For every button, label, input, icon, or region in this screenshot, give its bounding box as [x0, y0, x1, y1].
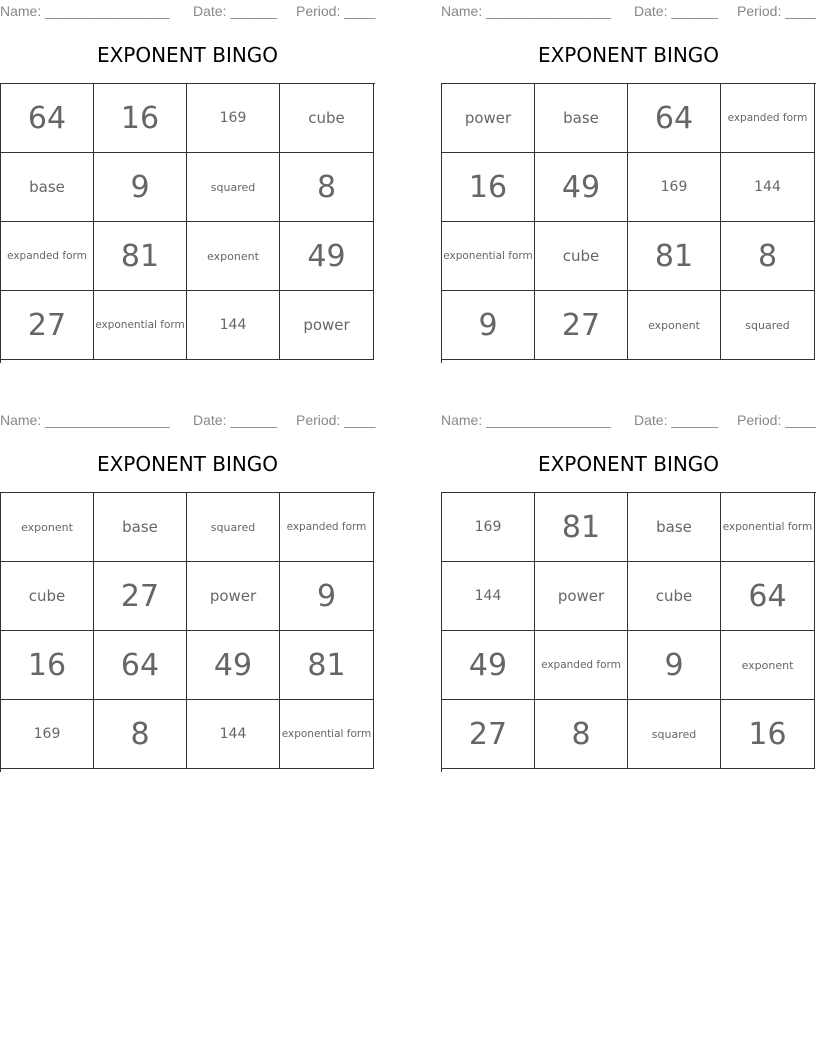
bingo-card-3 — [0, 409, 375, 774]
period-field-label: Period: ____ — [296, 3, 376, 19]
bingo-cell: 169 — [628, 153, 721, 222]
bingo-grid — [441, 83, 816, 363]
student-info-header — [0, 3, 375, 19]
bingo-cell: 16 — [442, 153, 535, 222]
bingo-cell: squared — [721, 291, 815, 360]
bingo-cell: 9 — [442, 291, 535, 360]
bingo-cell: squared — [628, 700, 721, 769]
bingo-cell: power — [442, 84, 535, 153]
bingo-cell: 64 — [94, 631, 187, 700]
card-title: EXPONENT BINGO — [537, 452, 720, 476]
bingo-cell: cube — [280, 84, 374, 153]
bingo-cell: cube — [628, 562, 721, 631]
bingo-cell: 81 — [535, 493, 628, 562]
bingo-cell: 144 — [187, 700, 280, 769]
bingo-cell: 144 — [721, 153, 815, 222]
name-field-label: Name: ________________ — [441, 3, 611, 19]
bingo-grid — [441, 492, 816, 772]
bingo-cell: 8 — [535, 700, 628, 769]
student-info-header — [441, 3, 816, 19]
bingo-grid — [0, 492, 375, 772]
bingo-cell: squared — [187, 153, 280, 222]
bingo-card-2 — [441, 0, 816, 365]
bingo-cell: 8 — [94, 700, 187, 769]
bingo-cell: 169 — [1, 700, 94, 769]
bingo-cell: 64 — [628, 84, 721, 153]
bingo-cell: squared — [187, 493, 280, 562]
bingo-cell: exponent — [1, 493, 94, 562]
bingo-cell: 49 — [442, 631, 535, 700]
card-title: EXPONENT BINGO — [537, 43, 720, 67]
bingo-cell: 49 — [187, 631, 280, 700]
bingo-cell: cube — [1, 562, 94, 631]
bingo-cell: 49 — [280, 222, 374, 291]
student-info-header — [0, 412, 375, 428]
bingo-cell: power — [280, 291, 374, 360]
bingo-cell: expanded form — [721, 84, 815, 153]
bingo-cell: 9 — [94, 153, 187, 222]
bingo-cell: exponent — [628, 291, 721, 360]
bingo-cell: 169 — [442, 493, 535, 562]
bingo-cell: 16 — [721, 700, 815, 769]
name-field-label: Name: ________________ — [441, 412, 611, 428]
bingo-cell: exponent — [187, 222, 280, 291]
bingo-cell: 144 — [442, 562, 535, 631]
bingo-cell: exponential form — [94, 291, 187, 360]
period-field-label: Period: ____ — [737, 3, 816, 19]
bingo-cell: 81 — [94, 222, 187, 291]
bingo-cell: 27 — [94, 562, 187, 631]
bingo-cell: 16 — [1, 631, 94, 700]
bingo-cell: base — [535, 84, 628, 153]
bingo-cell: 16 — [94, 84, 187, 153]
bingo-cell: power — [187, 562, 280, 631]
card-title: EXPONENT BINGO — [96, 43, 279, 67]
date-field-label: Date: ______ — [193, 3, 278, 19]
date-field-label: Date: ______ — [634, 412, 719, 428]
bingo-cell: cube — [535, 222, 628, 291]
bingo-cell: 8 — [280, 153, 374, 222]
student-info-header — [441, 412, 816, 428]
bingo-cell: exponent — [721, 631, 815, 700]
name-field-label: Name: ________________ — [0, 3, 170, 19]
bingo-cell: expanded form — [535, 631, 628, 700]
date-field-label: Date: ______ — [634, 3, 719, 19]
bingo-cell: base — [628, 493, 721, 562]
name-field-label: Name: ________________ — [0, 412, 170, 428]
bingo-grid — [0, 83, 375, 363]
bingo-cell: base — [1, 153, 94, 222]
bingo-cell: 64 — [721, 562, 815, 631]
date-field-label: Date: ______ — [193, 412, 278, 428]
bingo-cell: 81 — [280, 631, 374, 700]
period-field-label: Period: ____ — [296, 412, 376, 428]
bingo-cell: base — [94, 493, 187, 562]
bingo-cell: 64 — [1, 84, 94, 153]
bingo-cell: expanded form — [280, 493, 374, 562]
bingo-cell: power — [535, 562, 628, 631]
bingo-cell: 27 — [1, 291, 94, 360]
bingo-cell: 27 — [535, 291, 628, 360]
bingo-card-1 — [0, 0, 375, 365]
bingo-cell: 9 — [280, 562, 374, 631]
bingo-cell: 9 — [628, 631, 721, 700]
card-title: EXPONENT BINGO — [96, 452, 279, 476]
bingo-cell: exponential form — [721, 493, 815, 562]
bingo-cell: exponential form — [280, 700, 374, 769]
bingo-cell: 169 — [187, 84, 280, 153]
period-field-label: Period: ____ — [737, 412, 816, 428]
bingo-card-4 — [441, 409, 816, 774]
bingo-cell: exponential form — [442, 222, 535, 291]
bingo-cell: 8 — [721, 222, 815, 291]
bingo-cell: expanded form — [1, 222, 94, 291]
bingo-cell: 49 — [535, 153, 628, 222]
bingo-cell: 81 — [628, 222, 721, 291]
bingo-cell: 144 — [187, 291, 280, 360]
bingo-cell: 27 — [442, 700, 535, 769]
